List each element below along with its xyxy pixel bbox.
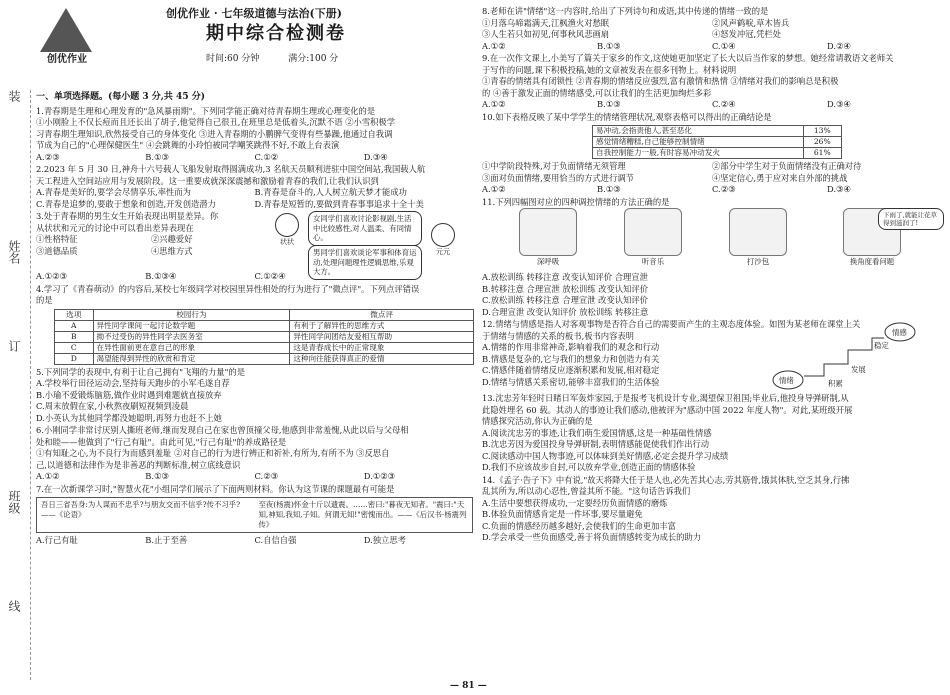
binding-mark-2: 订 [7, 340, 21, 352]
q11-pictures [482, 208, 942, 272]
left-column [36, 6, 473, 686]
q4-stem: 的是 [36, 295, 53, 305]
binding-margin [0, 90, 31, 680]
q6-line: 6.小刚同学非常讨厌别人撕班老师,继而发现自己在家也曾顶撞父母,他感到非常羞愧,从此以后与父母相 [36, 425, 409, 435]
option-b[interactable]: B.①③ [597, 99, 621, 109]
option-b[interactable]: B.沈忠芳因为爱国投身导弹研制,表明情感能促使我们作出行动 [482, 439, 710, 449]
table-cell: 在异性面前更在意自己的形象 [93, 342, 290, 353]
table-row [55, 353, 474, 364]
q10-stem: 10.如下表格反映了某中学学生的情绪管理状况,观察表格可以得出的正确结论是 [482, 111, 772, 122]
q7-material-box [36, 497, 473, 533]
question-1 [36, 106, 473, 164]
option-c[interactable]: C.情感伴随着情绪反应逐渐积累和发展,相对稳定 [482, 365, 660, 375]
option-c[interactable]: C.阅读感动中国人物事迹,可以体味到美好情感,必定会提升学习成绩 [482, 450, 729, 461]
option-b[interactable]: B.情感是复杂的,它与我们的想象力和创造力有关 [482, 353, 660, 364]
table-cell: D [55, 353, 94, 364]
table-cell: B [55, 331, 94, 342]
column-header: 校园行为 [93, 309, 290, 320]
question-9 [482, 53, 942, 111]
option-b[interactable]: B.青春是奋斗的,人人树立航天梦才能成功 [254, 187, 407, 197]
speech-bubble: 男同学们喜欢谈论军事和体育运动,处理问题理性逻辑思维,乐观大方。 [308, 245, 422, 280]
material-quote: 至夜(杨震)怀金十斤以遗震。……密曰:"暮夜无知者。"震曰:"天知,神知,我知,子知。何谓无知!"密愧而出。——《后汉书·杨震列传》 [258, 500, 467, 529]
diagram-label-stable: 稳定 [874, 341, 889, 350]
picture-deep-breath [502, 208, 594, 272]
figure-name: 状状 [280, 238, 294, 246]
question-11 [482, 197, 942, 319]
q6-line: 处和睦——他做到了"行己有耻"。由此可见,"行己有耻"的养成路径是 [36, 436, 287, 447]
table-row [55, 331, 474, 342]
question-5 [36, 367, 473, 425]
q12-line: 12.情绪与情感是指人对客观事物是否符合自己的需要而产生的主观态度体验。如图为某老师在课堂上关 [482, 319, 861, 329]
column-header: 微点评 [290, 309, 474, 320]
q3-stem: 3.处于青春期的男生女生开始表现出明显差异。你 [36, 211, 219, 221]
q6-options [36, 471, 473, 483]
option-d[interactable]: D.小英认为其他同学都没她聪明,再努力也赶不上她 [36, 412, 222, 423]
option-a[interactable]: A.行己有耻 [36, 535, 78, 545]
q3-item: ③道德品质 [36, 245, 78, 256]
option-b[interactable]: B.转移注意 合理宣泄 放松训练 改变认知评价 [482, 283, 648, 294]
breathing-figure-icon [519, 208, 577, 256]
picture-caption: 换角度看问题 [849, 257, 895, 266]
table-row [55, 342, 474, 353]
option-a[interactable]: A.青春是美好的,要学会尽情享乐,率性而为 [36, 187, 191, 197]
question-12 [482, 319, 942, 392]
question-10 [482, 112, 942, 196]
q7-stem: 7.在一次新课学习时,"智慧火花"小组同学们展示了下面两则材料。你认为这节课的课题最有可能是 [36, 483, 395, 494]
table-cell: 拗不过受伤的异性同学去医务室 [93, 331, 290, 342]
q10-table [592, 125, 842, 159]
option-b[interactable]: B.止于至善 [145, 535, 188, 545]
q2-line: 天工程进入空间站应用与发展阶段。这一重要成就深深震撼和激励着青春的我们,让我们认识到 [36, 175, 379, 186]
option-a[interactable]: A.阅读沈忠芳的事迹,让我们萌生爱国情感,这是一种基础性情感 [482, 427, 712, 438]
time-limit: 时间:60 分钟 [206, 54, 260, 64]
q4-stem: 4.学习了《青春萌动》的内容后,某校七年级同学对校园里异性相处的行为进行了"微点评"。下列点评错误 [36, 283, 420, 294]
section-heading: 一、单项选择题。(每小题 3 分,共 45 分) [36, 92, 205, 102]
question-13 [482, 393, 942, 474]
q8-item: ②风声鹤唳,草木皆兵 [712, 17, 790, 28]
q5-options [36, 378, 473, 424]
picture-caption: 深呼吸 [536, 257, 560, 266]
q13-line: 此隐姓埋名 60 载。其动人的事迹让我们感动,他被评为"感动中国 2022 年度人物"。对此,某班级开展 [482, 404, 853, 415]
figure-name: 元元 [436, 248, 450, 256]
option-c[interactable]: C.②③ [712, 184, 736, 194]
binding-mark-1: 装 [7, 90, 21, 102]
question-2 [36, 164, 473, 210]
brand-name: 创优作业 [47, 54, 87, 65]
table-cell: 13% [803, 126, 841, 137]
right-column [482, 6, 942, 686]
q1-options [36, 152, 473, 164]
q3-items [36, 234, 266, 257]
option-b[interactable]: B.①③ [145, 151, 169, 162]
option-c[interactable]: C.自信自强 [254, 535, 297, 545]
q5-stem: 5.下列同学的表现中,有利于让自己拥有"飞翔的力量"的是 [36, 366, 246, 377]
table-cell: 26% [803, 137, 841, 148]
diagram-label-feeling: 情感 [892, 328, 907, 337]
page-title: 期中综合检测卷 [206, 23, 346, 44]
table-cell: C [55, 342, 94, 353]
q2-line: 2.2023 年 5 月 30 日,神舟十六号载人飞船发射取得圆满成功,3 名航天员顺利进驻中国空间站,我国载人航 [36, 164, 426, 174]
option-d[interactable]: D.我们不应该故步自封,可以放弃学业,创造正面的情感体验 [482, 462, 696, 472]
speech-bubble: 下雨了,就能让花草得到滋润了! [878, 208, 944, 230]
option-c[interactable]: C.放松训练 转移注意 合理宣泄 改变认知评价 [482, 295, 648, 305]
q9-line: 于写作的问题,课下积极投稿,她的文章被发表在很多刊物上。材料说明 [482, 64, 737, 75]
option-a[interactable]: A.①② [482, 40, 506, 51]
q2-options [36, 187, 473, 210]
q8-options [482, 41, 942, 53]
option-a[interactable]: A.①② [36, 471, 60, 481]
option-d[interactable]: D.独立思考 [363, 535, 406, 545]
q3-item: ④思维方式 [151, 245, 193, 256]
option-b[interactable]: B.①③④ [145, 271, 177, 281]
table-cell: 感觉情绪糟糕,自己能够控制情绪 [593, 137, 804, 148]
question-7 [36, 484, 473, 547]
table-cell: 异性同学课间一起讨论数学题 [93, 320, 290, 331]
header [36, 6, 473, 90]
q9-item: ①青春的情绪具有闭锁性 ②青春期的情绪反应强烈,富有激情和热情 ③情绪对我们的影响总是积极 [482, 76, 839, 86]
student-figure-icon [426, 223, 460, 259]
q12-line: 于情绪与情感的关系的板书,板书内容表明 [482, 330, 634, 341]
material-quote: 吾日三省吾身:为人谋而不忠乎?与朋友交而不信乎?传不习乎?——《论语》 [41, 500, 241, 519]
q10-options [482, 184, 942, 196]
question-14 [482, 475, 942, 544]
q8-item: ④怒发冲冠,凭栏处 [712, 29, 782, 39]
question-6 [36, 425, 473, 483]
option-a[interactable]: A.放松训练 转移注意 改变认知评价 合理宣泄 [482, 272, 648, 282]
class-label: 班级 [7, 490, 21, 514]
q10-item: ①中学阶段特殊,对于负面情绪无须管理 [482, 161, 626, 171]
q8-stem: 8.老师在讲"情绪"这一内容时,给出了下列诗句和成语,其中传递的情绪一致的是 [482, 6, 769, 16]
q10-item: ②部分中学生对于负面情绪没有正确对待 [712, 161, 862, 171]
q1-stem: 1.青春期是生理和心理发育的"急风暴雨期"。下列同学能正确对待青春期生理或心理变化的是 [36, 105, 376, 116]
table-cell: 这是青春成长中的正常现象 [290, 342, 474, 353]
q13-line: 情感探究活动,你认为正确的是 [482, 416, 593, 426]
q1-line: 习青春期生理知识,欣然接受自己的身体变化 ③进入青春期的小鹏脾气变得有些暴躁,他通过自我调 [36, 128, 393, 139]
q10-item: ④坚定信心,勇于应对来自外部的挑战 [712, 172, 848, 183]
q4-table [54, 309, 474, 365]
option-c[interactable]: C.②③ [254, 471, 279, 481]
option-b[interactable]: B.①③ [597, 184, 621, 194]
exam-meta [206, 54, 364, 66]
q3-item: ②兴趣爱好 [151, 234, 193, 244]
table-cell: A [55, 320, 94, 331]
table-row [593, 137, 842, 148]
option-c[interactable]: C.②④ [712, 99, 736, 109]
table-cell: 易冲动,会指责他人,甚至恶化 [593, 126, 804, 137]
series-title: 创优作业 · 七年级道德与法治(下册) [166, 7, 342, 20]
option-a[interactable]: A.学校举行田径运动会,坚持每天跑步的小军毛遂自荐 [36, 378, 230, 388]
full-score: 满分:100 分 [288, 54, 339, 64]
table-cell: 异性同学间团结友爱相互帮助 [290, 331, 474, 342]
q6-line: ①有知耻之心,为不良行为而感到羞耻 ②对自己的行为进行辨正和祈补,有所为,有所不为 ③反思自 [36, 448, 390, 458]
option-a[interactable]: A.①② [482, 184, 506, 194]
option-a[interactable]: A.②③ [36, 151, 60, 162]
headphones-figure-icon [624, 208, 682, 256]
punching-bag-icon [729, 208, 787, 256]
table-header [55, 309, 474, 320]
brand-logo-icon [40, 8, 94, 74]
name-label: 姓名 [7, 240, 21, 264]
diagram-label-develop: 发展 [851, 365, 866, 374]
option-b[interactable]: B.体验负面情感肯定是一件坏事,要尽量避免 [482, 509, 643, 519]
option-d[interactable]: D.③④ [363, 151, 388, 162]
option-a[interactable]: A.情绪的作用非常神奇,影响着我们的观念和行动 [482, 342, 660, 352]
q11-stem: 11.下列四幅图对应的四种调控情绪的方法正确的是 [482, 196, 670, 207]
option-d[interactable]: D.学会承受一些负面感受,善于将负面情感转变为成长的助力 [482, 532, 702, 542]
picture-music [607, 208, 699, 272]
table-cell: 有利于了解异性的思维方式 [290, 320, 474, 331]
speech-bubble: 女同学们喜欢讨论影视剧,生活中比较感性,对人温柔、有同情心。 [308, 211, 422, 246]
option-d[interactable]: D.③④ [827, 184, 851, 194]
option-c[interactable]: C.青春是追梦的,要敢于想象和创造,开发创造潜力 [36, 198, 216, 209]
q9-options [482, 99, 942, 111]
q6-line: 己,以道德和法律作为是非善恶的判断标准,树立底线意识 [36, 459, 241, 470]
table-cell: 61% [803, 148, 841, 159]
binding-mark-3: 线 [7, 600, 21, 612]
q7-options [36, 535, 473, 547]
column-header: 选项 [55, 309, 94, 320]
option-b[interactable]: B.①③ [597, 40, 621, 51]
question-8 [482, 6, 942, 52]
option-c[interactable]: C.①② [254, 151, 279, 162]
table-cell: 这种向往能获得真正的爱情 [290, 353, 474, 364]
table-row [593, 126, 842, 137]
option-d[interactable]: D.合理宣泄 改变认知评价 放松训练 转移注意 [482, 306, 649, 317]
option-a[interactable]: A.①② [482, 99, 506, 109]
q10-item: ③面对负面情绪,要用恰当的方式进行调节 [482, 172, 634, 183]
q8-item: ③人生若只如初见,何事秋风悲画扇 [482, 29, 610, 39]
option-b[interactable]: B.①③ [145, 471, 169, 481]
page-number: — 81 — [450, 681, 487, 691]
q1-line: ①小刚脸上不仅长痘而且还长出了胡子,他觉得自己很丑,在班里总是低着头,沉默不语 ②小雪积极学 [36, 117, 396, 127]
q14-line: 14.《孟子·告子下》中有说,"故天将降大任于是人也,必先苦其心志,劳其筋骨,饿其体肤,空乏其身,行拂 [482, 474, 850, 485]
q9-item: 的 ④善于激发正面的情绪感受,可以让我们的生活更加绚烂多彩 [482, 87, 712, 98]
option-d[interactable]: D.②④ [827, 40, 851, 51]
q3-stem: 从状状和元元的讨论中可以看出差异表现在 [36, 222, 194, 233]
option-c[interactable]: C.①②④ [254, 271, 286, 281]
option-d[interactable]: D.③④ [827, 99, 851, 109]
q10-items [482, 161, 942, 184]
option-c[interactable]: C.①④ [712, 40, 736, 51]
option-a[interactable]: A.生活中要想获得成功,一定要经历负面情感的磨炼 [482, 497, 668, 508]
option-d[interactable]: D.青春是短暂的,要做到青春事事追求十全十美 [254, 198, 424, 209]
q3-item: ①性格特征 [36, 234, 78, 244]
picture-caption: 打沙包 [746, 257, 770, 266]
table-row [55, 320, 474, 331]
option-b[interactable]: B.小瑜不爱锻炼脑筋,做作业时遇到难题就直接放弃 [36, 389, 222, 400]
table-row [593, 148, 842, 159]
option-a[interactable]: A.①②③ [36, 271, 67, 281]
option-d[interactable]: D.情绪与情感关系密切,能够丰富我们的生活体验 [482, 376, 660, 387]
q1-line: 节成为自己的"心理保健医生" ④会跳舞的小玲怕被同学嘲笑跳得不好,不敢上台表演 [36, 140, 340, 150]
diagram-label-accumulate: 积累 [828, 379, 843, 388]
diagram-label-emotion: 情绪 [779, 376, 794, 385]
q13-line: 13.沈忠芳年轻时日睹日军轰炸家园,于是报考飞机设计专业,渴望保卫祖国;毕业后,他投身导弹研制,从 [482, 393, 849, 403]
table-cell: 渴望能得到异性的欣赏和肯定 [93, 353, 290, 364]
q8-item: ①月落乌啼霜满天,江枫渔火对愁眠 [482, 17, 610, 28]
picture-punching-bag [712, 208, 804, 272]
option-c[interactable]: C.负面的情感经历越多越好,会使我们的生命更加丰富 [482, 520, 676, 531]
question-4 [36, 284, 473, 365]
student-figure-icon [272, 213, 302, 249]
option-d[interactable]: D.①②③ [363, 471, 396, 481]
table-cell: 自我控制能力一般,有时容易冲动发火 [593, 148, 804, 159]
q8-items [482, 18, 942, 41]
q9-line: 9.在一次作文课上,小美写了篇关于家乡的作文,这使她更加坚定了长大以后当作家的梦想。她经常请教语文老师关 [482, 53, 894, 63]
q14-line: 乱其所为,所以动心忍性,曾益其所不能。"这句话告诉我们 [482, 486, 691, 496]
question-3 [36, 211, 473, 283]
picture-caption: 听音乐 [641, 257, 665, 266]
option-c[interactable]: C.周末放假在家,小秋熬夜刷短视频到凌晨 [36, 401, 189, 411]
